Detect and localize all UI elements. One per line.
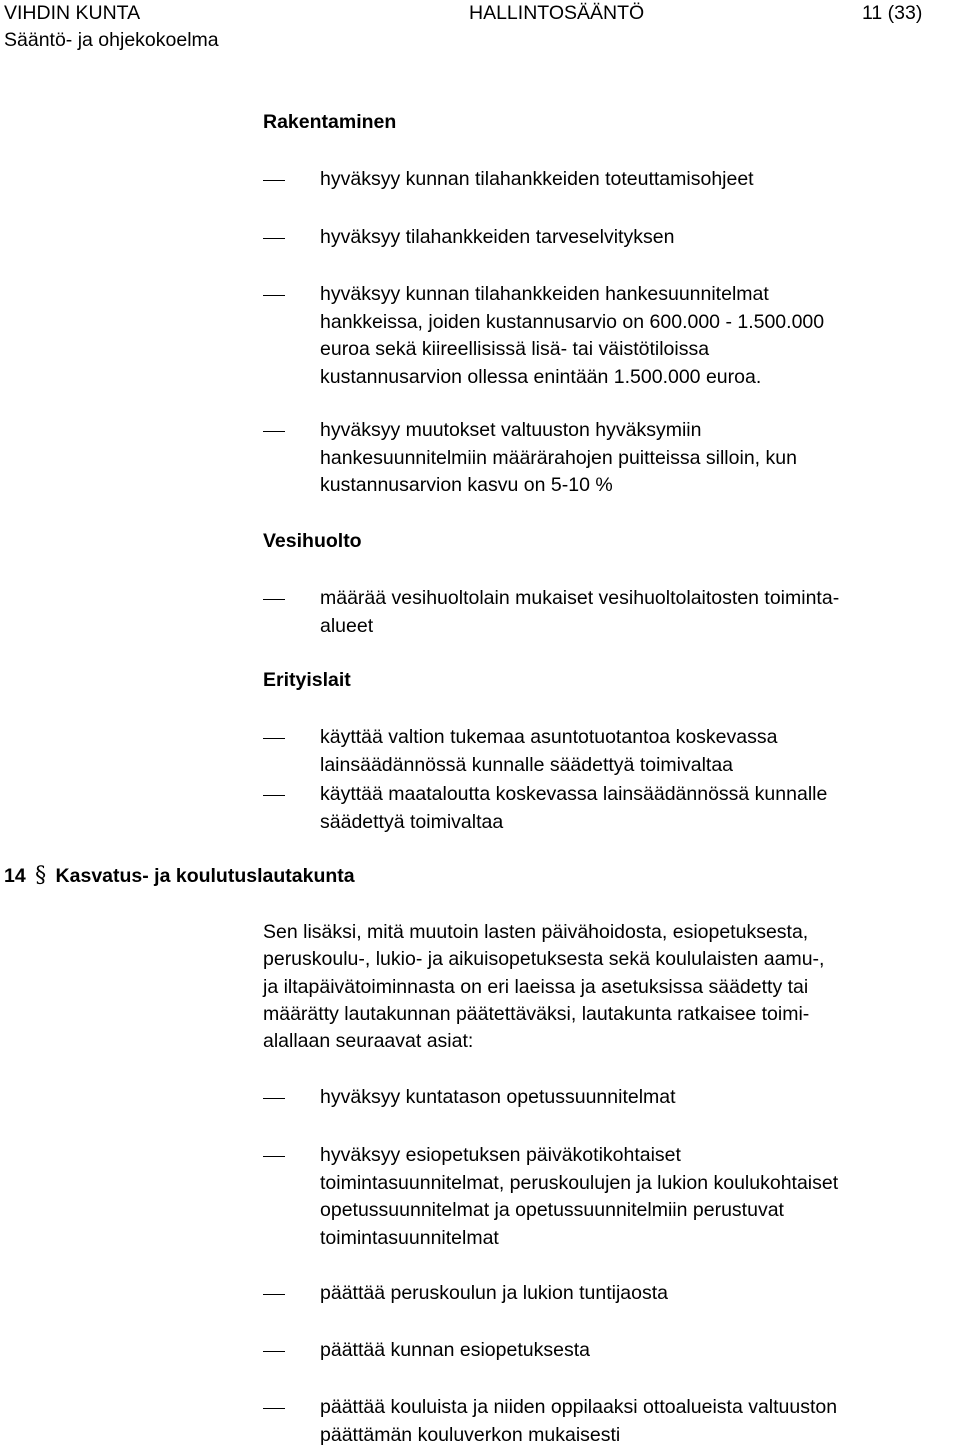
list-item-line: päättää kouluista ja niiden oppilaaksi ottoalueista valtuuston <box>320 1396 838 1418</box>
header-doc-title: HALLINTOSÄÄNTÖ <box>469 2 645 24</box>
list-item <box>320 166 955 194</box>
list-bullet-dash <box>263 738 285 739</box>
list-item-line: euroa sekä kiireellisissä lisä- tai väistötiloissa <box>320 338 710 360</box>
header-page-number: 11 (33) <box>862 2 923 24</box>
list-item-line: päättämän kouluverkon mukaisesti <box>320 1423 621 1446</box>
list-item-line: hyväksyy esiopetuksen päiväkotikohtaiset <box>320 1144 681 1166</box>
section-number: 14 <box>4 865 26 887</box>
list-item-line: hyväksyy tilahankkeiden tarveselvityksen <box>320 226 675 248</box>
list-item-line: hyväksyy kunnan tilahankkeiden toteuttamisohjeet <box>320 168 754 190</box>
intro-line: alallaan seuraavat asiat: <box>263 1030 474 1053</box>
intro-line: Sen lisäksi, mitä muutoin lasten päivähoidosta, esiopetuksesta, <box>263 921 809 943</box>
list-item-line: toimintasuunnitelmat, peruskoulujen ja lukion koulukohtaiset <box>320 1171 839 1194</box>
list-item <box>320 585 955 640</box>
intro-line: määrätty lautakunnan päätettäväksi, lautakunta ratkaisee toimi- <box>263 1002 810 1025</box>
list-item-line: kustannusarvion kasvu on 5-10 % <box>320 474 613 496</box>
list-bullet-dash <box>263 795 285 796</box>
list-item-line: lainsäädännössä kunnalle säädettyä toimivaltaa <box>320 753 734 776</box>
list-bullet-dash <box>263 1098 285 1099</box>
section-14-heading <box>4 862 355 890</box>
list-item <box>320 281 955 391</box>
list-bullet-dash <box>263 431 285 432</box>
list-item <box>320 781 955 836</box>
list-bullet-dash <box>263 295 285 296</box>
list-bullet-dash <box>263 1408 285 1409</box>
list-item <box>320 1337 955 1365</box>
list-item-line: hyväksyy kunnan tilahankkeiden hankesuunnitelmat <box>320 283 769 305</box>
list-item <box>320 1142 955 1252</box>
intro-line: ja iltapäivätoiminnasta on eri laeissa ja asetuksissa säädetty tai <box>263 975 809 998</box>
list-item-line: hankesuunnitelmiin määrärahojen puitteissa silloin, kun <box>320 446 797 469</box>
intro-line: peruskoulu-, lukio- ja aikuisopetuksesta sekä koululaisten aamu-, <box>263 948 825 971</box>
list-item-line: hankkeissa, joiden kustannusarvio on 600.000 - 1.500.000 <box>320 310 825 333</box>
list-item-line: päättää peruskoulun ja lukion tuntijaosta <box>320 1282 668 1304</box>
list-item <box>320 1280 955 1308</box>
list-item-line: päättää kunnan esiopetuksesta <box>320 1339 590 1361</box>
list-bullet-dash <box>263 238 285 239</box>
list-item-line: toimintasuunnitelmat <box>320 1226 499 1249</box>
list-bullet-dash <box>263 1156 285 1157</box>
section-14-intro <box>263 919 955 1055</box>
header-org: VIHDIN KUNTA <box>4 2 141 24</box>
list-item-line: hyväksyy muutokset valtuuston hyväksymiin <box>320 419 702 441</box>
list-item-line: käyttää valtion tukemaa asuntotuotantoa koskevassa <box>320 726 778 748</box>
section-title: Kasvatus- ja koulutuslautakunta <box>55 865 355 887</box>
list-bullet-dash <box>263 180 285 181</box>
header-subtitle: Sääntö- ja ohjekokoelma <box>4 29 219 51</box>
list-item-line: käyttää maataloutta koskevassa lainsäädännössä kunnalle <box>320 783 828 805</box>
list-item <box>320 1394 955 1449</box>
list-item <box>320 417 955 500</box>
list-item-line: säädettyä toimivaltaa <box>320 810 504 833</box>
section-heading-rakentaminen: Rakentaminen <box>263 111 397 133</box>
list-item <box>320 724 955 779</box>
list-bullet-dash <box>263 1351 285 1352</box>
list-item-line: opetussuunnitelmat ja opetussuunnitelmiin perustuvat <box>320 1199 784 1221</box>
section-symbol: § <box>35 863 47 888</box>
list-item-line: alueet <box>320 614 374 637</box>
section-heading-vesihuolto: Vesihuolto <box>263 530 362 552</box>
list-bullet-dash <box>263 599 285 600</box>
section-heading-erityislait: Erityislait <box>263 669 351 691</box>
list-item <box>320 1084 955 1112</box>
list-bullet-dash <box>263 1294 285 1295</box>
list-item-line: kustannusarvion ollessa enintään 1.500.000 euroa. <box>320 365 762 388</box>
list-item-line: määrää vesihuoltolain mukaiset vesihuoltolaitosten toiminta- <box>320 587 840 609</box>
list-item-line: hyväksyy kuntatason opetussuunnitelmat <box>320 1086 676 1108</box>
list-item <box>320 224 955 252</box>
